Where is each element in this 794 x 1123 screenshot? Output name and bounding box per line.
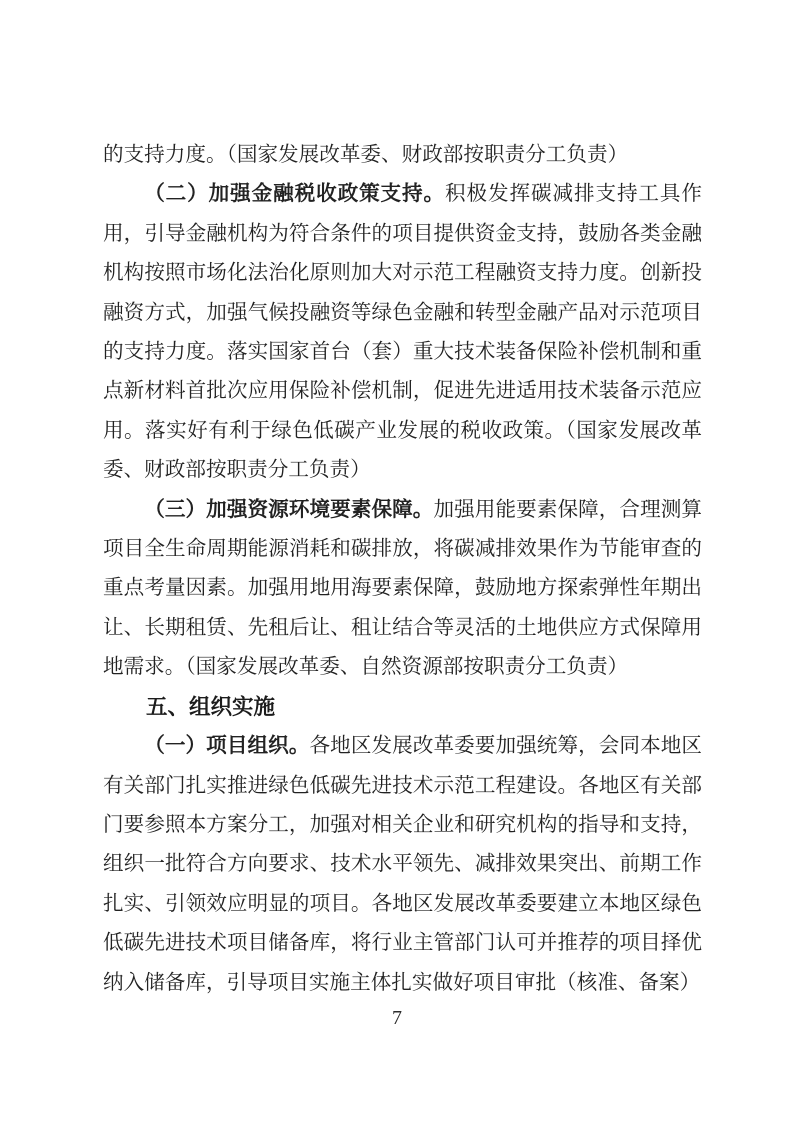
paragraph-lead: （三）加强资源环境要素保障。: [144, 498, 434, 521]
paragraph: [103, 136, 702, 175]
document-text-block: [103, 136, 702, 1003]
paragraph: [103, 175, 702, 490]
responsibility-attribution: （国家发展改革委、自然资源部按职责分工负责）: [185, 656, 629, 679]
responsibility-attribution: （国家发展改革委、财政部按职责分工负责）: [103, 419, 703, 482]
paragraph-lead: （一）项目组织。: [144, 735, 310, 758]
body-text: 积极发挥碳减排支持工具作用，引导金融机构为符合条件的项目提供资金支持，鼓励各类金融机构按照市场化法治化原则加大对示范工程融资支持力度。创新投融资方式，加强气候投融资等绿色金融和转型金融产品对示范项目的支持力度。落实国家首台（套）重大技术装备保险补偿机制和重点新材料首批次应用保险补偿机制，促进先进适用技术装备示范应用。落实好有利于绿色低碳产业发展的税收政策。: [103, 183, 703, 442]
responsibility-attribution: （国家发展改革委、财政部按职责分工负责）: [226, 144, 629, 166]
paragraph-lead: （二）加强金融税收政策支持。: [144, 183, 446, 206]
page-number: 7: [392, 1007, 402, 1029]
paragraph: [103, 491, 702, 688]
body-text: 各地区发展改革委要加强统筹，会同本地区有关部门扎实推进绿色低碳先进技术示范工程建设。各地区有关部门要参照本方案分工，加强对相关企业和研究机构的指导和支持，组织一批符合方向要求、技术水平领先、减排效果突出、前期工作扎实、引领效应明显的项目。各地区发展改革委要建立本地区绿色低碳先进技术项目储备库，将行业主管部门认可并推荐的项目择优纳入储备库，引导项目实施主体扎实做好项目审批（核准、备案）: [103, 735, 703, 994]
body-text: 加强用能要素保障，合理测算项目全生命周期能源消耗和碳排放，将碳减排效果作为节能审查的重点考量因素。加强用地用海要素保障，鼓励地方探索弹性年期出让、长期租赁、先租后让、租让结合等灵活的土地供应方式保障用地需求。: [103, 498, 703, 679]
body-text: 的支持力度。: [103, 144, 227, 166]
paragraph: [103, 727, 702, 1003]
section-heading: 五、组织实施: [146, 694, 276, 719]
